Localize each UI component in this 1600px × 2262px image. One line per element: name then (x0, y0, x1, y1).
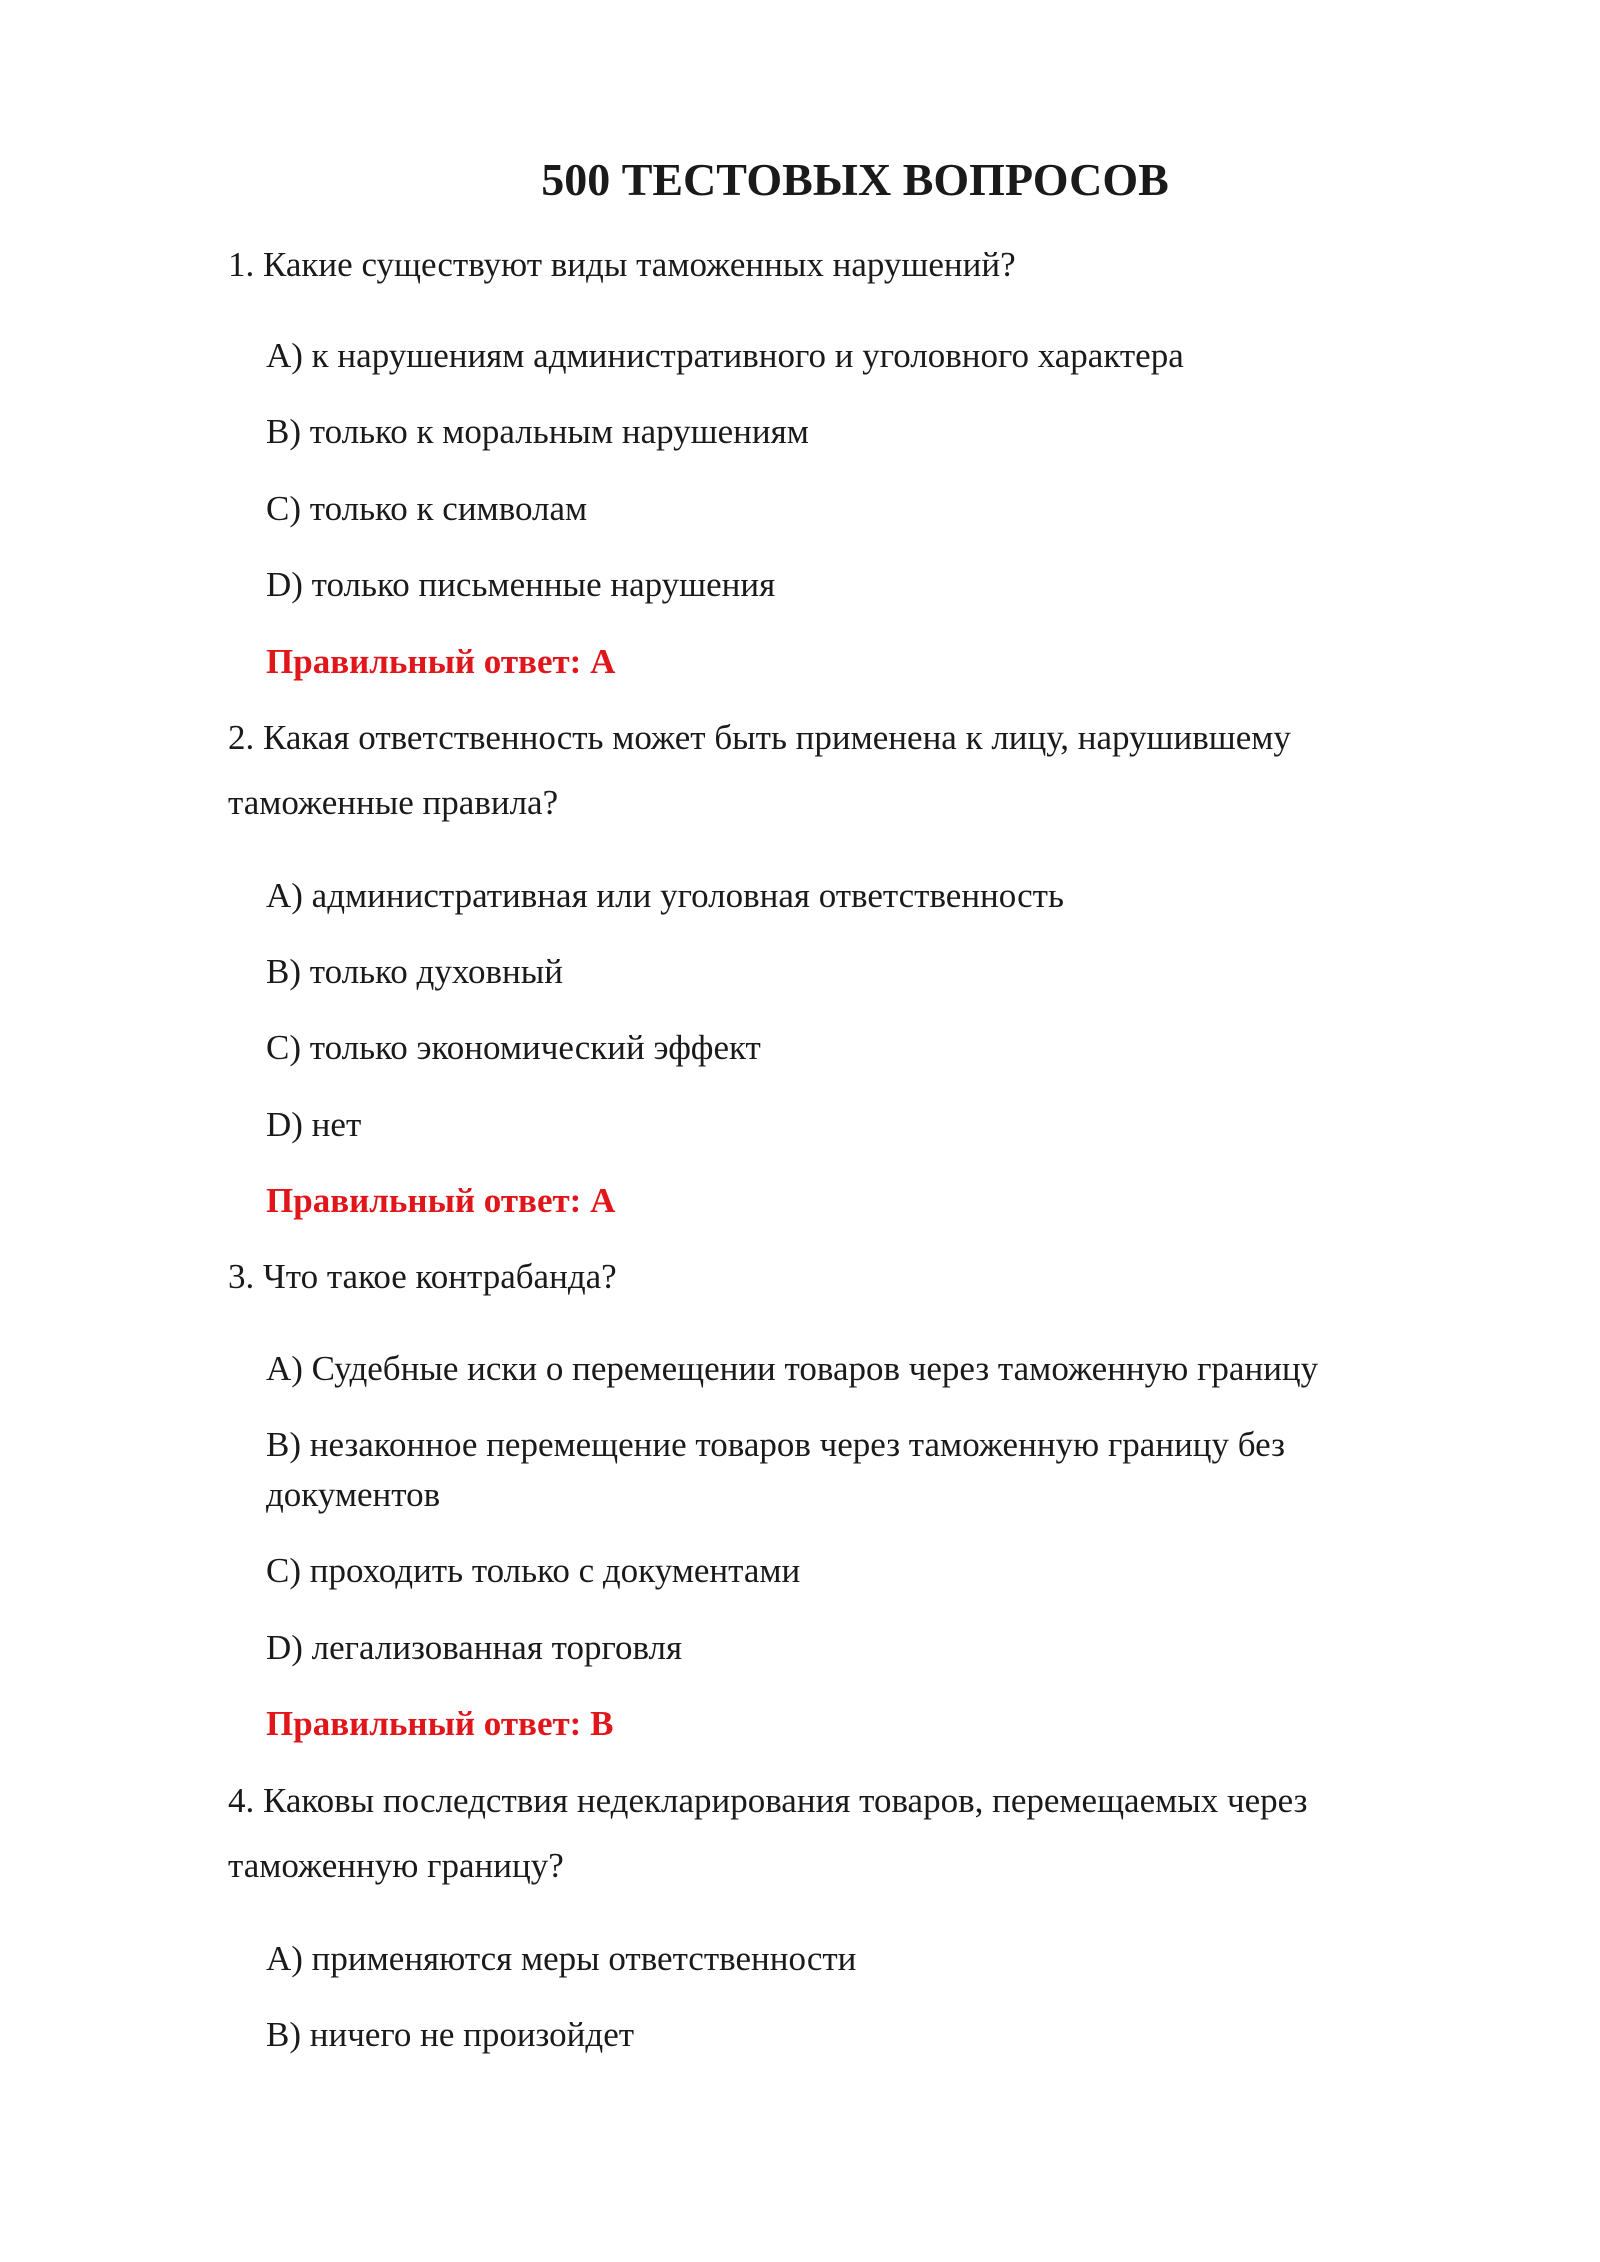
question-3-option-d: D) легализованная торговля (266, 1628, 683, 1667)
question-1-correct-answer: Правильный ответ: A (266, 642, 616, 681)
question-3-option-b-line-1: B) незаконное перемещение товаров через таможенную границу без (266, 1425, 1285, 1464)
question-2-option-d: D) нет (266, 1105, 362, 1144)
question-3-option-c: C) проходить только с документами (266, 1551, 801, 1590)
question-1-text: 1. Какие существуют виды таможенных нарушений? (228, 245, 1016, 284)
document-title: 500 ТЕСТОВЫХ ВОПРОСОВ (541, 154, 1169, 205)
question-3-text: 3. Что такое контрабанда? (228, 1257, 617, 1296)
question-4-text-line-1: 4. Каковы последствия недекларирования товаров, перемещаемых через (228, 1781, 1308, 1820)
question-4-text-line-2: таможенную границу? (228, 1846, 564, 1885)
question-1-option-a: A) к нарушениям административного и уголовного характера (266, 336, 1184, 375)
question-2-option-b: B) только духовный (266, 952, 564, 991)
question-3-option-a: A) Судебные иски о перемещении товаров через таможенную границу (266, 1349, 1319, 1388)
question-2-option-c: C) только экономический эффект (266, 1028, 761, 1067)
question-3-option-b-line-2: документов (266, 1475, 441, 1514)
question-1-option-c: C) только к символам (266, 489, 588, 528)
question-2-text-line-1: 2. Какая ответственность может быть применена к лицу, нарушившему (228, 718, 1291, 757)
question-1-option-b: B) только к моральным нарушениям (266, 412, 809, 451)
question-2-option-a: A) административная или уголовная ответственность (266, 876, 1064, 915)
question-2-text-line-2: таможенные правила? (228, 783, 559, 822)
question-1-option-d: D) только письменные нарушения (266, 565, 776, 604)
question-3-correct-answer: Правильный ответ: B (266, 1704, 614, 1743)
question-4-option-a: A) применяются меры ответственности (266, 1939, 857, 1978)
question-2-correct-answer: Правильный ответ: A (266, 1181, 616, 1220)
question-4-option-b: B) ничего не произойдет (266, 2015, 635, 2054)
